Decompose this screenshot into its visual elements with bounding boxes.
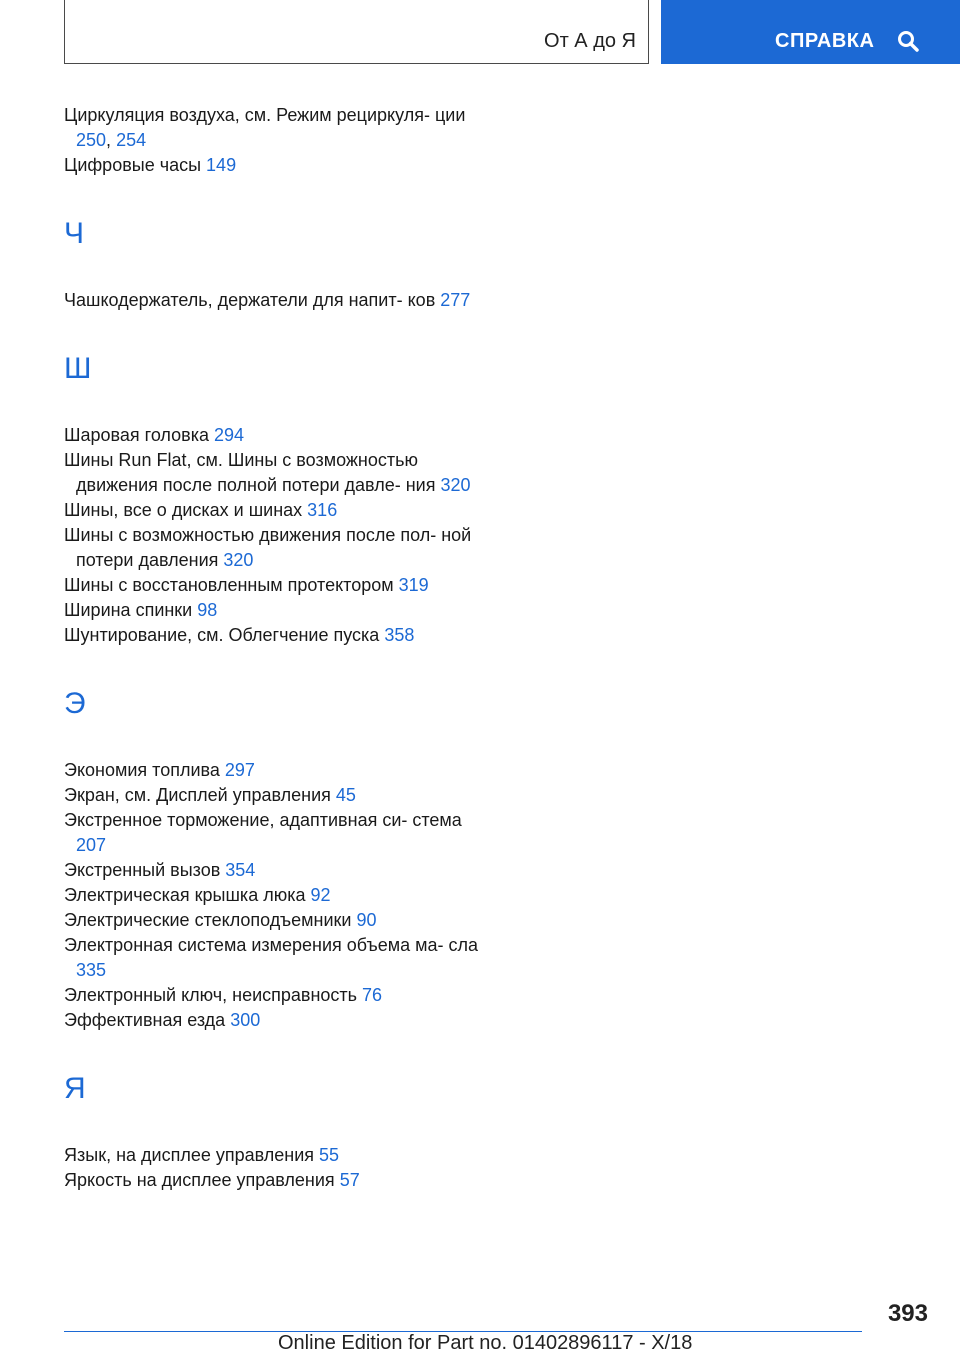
- page-link[interactable]: 335: [76, 960, 107, 980]
- index-entry-text: Шины Run Flat, см. Шины с возможностью движения после полной потери давле- ния: [64, 450, 441, 495]
- index-entry: [64, 288, 484, 313]
- index-entry-text: Экран, см. Дисплей управления: [64, 785, 336, 805]
- page-link[interactable]: 277: [440, 290, 471, 310]
- footer-edition: Online Edition for Part no. 01402896117 - X/18: [278, 1332, 693, 1354]
- index-entry: [64, 783, 484, 808]
- index-entry: [64, 423, 484, 448]
- index-entry-text: Шунтирование, см. Облегчение пуска: [64, 625, 385, 645]
- page-link[interactable]: 320: [440, 475, 471, 495]
- page-separator: ,: [106, 130, 117, 150]
- index-entry: [64, 858, 484, 883]
- index-entry-text: Экстренное торможение, адаптивная си- стема: [64, 810, 462, 830]
- page-link[interactable]: 207: [76, 835, 107, 855]
- index-entry-text: Цифровые часы: [64, 155, 207, 175]
- index-entry: [64, 448, 484, 498]
- index-entry: [64, 908, 484, 933]
- page-link[interactable]: 92: [310, 885, 331, 905]
- index-entry-text: Электрические стеклоподъемники: [64, 910, 357, 930]
- index-entry: [64, 598, 484, 623]
- index-entry-text: Шины с возможностью движения после пол- ной потери давления: [64, 525, 472, 570]
- index-entry: [64, 498, 484, 523]
- page-link[interactable]: 319: [398, 575, 429, 595]
- index-entry: [64, 883, 484, 908]
- index-list: [64, 103, 484, 1193]
- page-link[interactable]: 294: [214, 425, 245, 445]
- index-letter-heading: Ш: [64, 352, 92, 385]
- page-link[interactable]: 45: [335, 785, 356, 805]
- index-entry: [64, 1168, 484, 1193]
- index-entry-text: Экономия топлива: [64, 760, 225, 780]
- section-title: От А до Я: [544, 30, 636, 52]
- index-entry: [64, 523, 484, 573]
- index-entry-text: Яркость на дисплее управления: [64, 1170, 340, 1190]
- page-link[interactable]: 358: [384, 625, 415, 645]
- index-entry-text: Эффективная езда: [64, 1010, 231, 1030]
- page-link[interactable]: 98: [197, 600, 218, 620]
- index-entry: [64, 983, 484, 1008]
- index-letter-heading: Ч: [64, 217, 84, 250]
- page-link[interactable]: 250: [76, 130, 107, 150]
- index-entry: [64, 153, 484, 178]
- index-letter-heading: Я: [64, 1072, 86, 1105]
- index-entry-text: Электронный ключ, неисправность: [64, 985, 363, 1005]
- search-icon: [897, 30, 919, 52]
- index-entry-text: Ширина спинки: [64, 600, 198, 620]
- index-entry-text: Шаровая головка: [64, 425, 214, 445]
- index-entry-text: Циркуляция воздуха, см. Режим рециркуля- ции: [64, 105, 466, 125]
- page-link[interactable]: 320: [223, 550, 254, 570]
- index-letter-heading: Э: [64, 687, 86, 720]
- index-entry: [64, 623, 484, 648]
- index-entry-text: Чашкодержатель, держатели для напит- ков: [64, 290, 441, 310]
- header-section-box: [64, 0, 649, 64]
- page-link[interactable]: 316: [307, 500, 338, 520]
- index-entry: [64, 103, 484, 153]
- index-entry-text: Электрическая крышка люка: [64, 885, 311, 905]
- page-link[interactable]: 254: [116, 130, 147, 150]
- page-link[interactable]: 354: [225, 860, 256, 880]
- help-label: СПРАВКА: [775, 30, 875, 52]
- page-number: 393: [887, 1300, 928, 1327]
- page-link[interactable]: 297: [224, 760, 255, 780]
- help-search-button[interactable]: [661, 0, 960, 64]
- index-entry-text: Экстренный вызов: [64, 860, 226, 880]
- index-entry: [64, 808, 484, 858]
- index-entry-text: Шины, все о дисках и шинах: [64, 500, 308, 520]
- page-link[interactable]: 149: [206, 155, 237, 175]
- index-entry: [64, 758, 484, 783]
- index-entry-text: Язык, на дисплее управления: [64, 1145, 320, 1165]
- page-link[interactable]: 55: [319, 1145, 340, 1165]
- index-entry-text: Шины с восстановленным протектором: [64, 575, 399, 595]
- index-entry: [64, 573, 484, 598]
- index-entry: [64, 1008, 484, 1033]
- page-link[interactable]: 57: [339, 1170, 360, 1190]
- page-link[interactable]: 76: [362, 985, 383, 1005]
- page-link[interactable]: 90: [356, 910, 377, 930]
- index-entry-text: Электронная система измерения объема ма- сла: [64, 935, 479, 955]
- index-entry: [64, 1143, 484, 1168]
- index-entry: [64, 933, 484, 983]
- page-link[interactable]: 300: [230, 1010, 261, 1030]
